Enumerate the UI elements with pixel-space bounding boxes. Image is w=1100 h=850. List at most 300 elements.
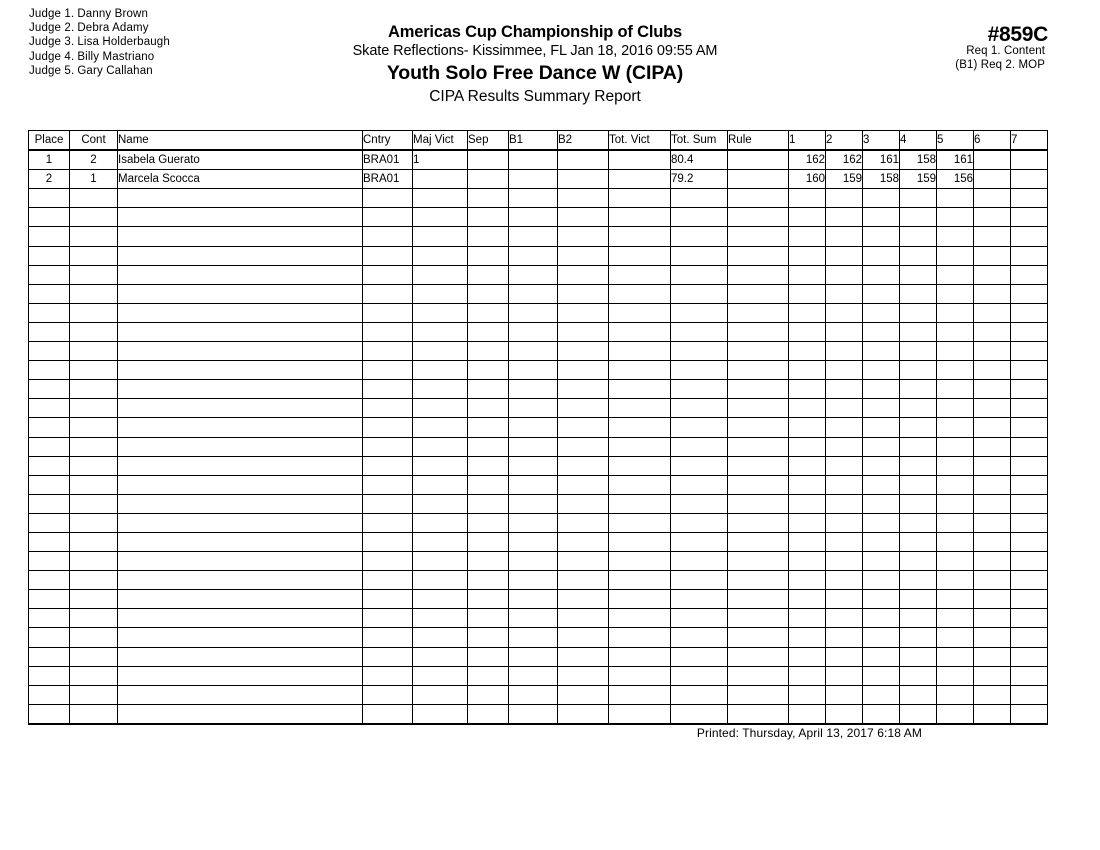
cell-j1 bbox=[789, 265, 826, 284]
table-row[interactable] bbox=[29, 170, 1048, 189]
table-row-empty[interactable] bbox=[29, 513, 1048, 532]
cell-rule bbox=[728, 609, 789, 628]
cell-cntry bbox=[363, 590, 413, 609]
cell-j5 bbox=[937, 704, 974, 724]
cell-b1 bbox=[509, 532, 558, 551]
cell-rule bbox=[728, 342, 789, 361]
cell-j2 bbox=[826, 418, 863, 437]
cell-name bbox=[118, 265, 363, 284]
event-title: Americas Cup Championship of Clubs bbox=[388, 23, 682, 41]
column-header-j7[interactable]: 7 bbox=[1011, 131, 1048, 151]
cell-tot_sum bbox=[671, 590, 728, 609]
cell-tot_vict bbox=[609, 150, 671, 170]
cell-name bbox=[118, 628, 363, 647]
cell-rule bbox=[728, 437, 789, 456]
cell-j5: 156 bbox=[937, 170, 974, 189]
cell-j6 bbox=[974, 666, 1011, 685]
cell-j4 bbox=[900, 628, 937, 647]
cell-j3 bbox=[863, 513, 900, 532]
cell-place: 2 bbox=[29, 170, 70, 189]
judge-number-label: Judge 2. bbox=[29, 22, 75, 35]
cell-j5 bbox=[937, 475, 974, 494]
cell-cont bbox=[70, 322, 118, 341]
table-row-empty[interactable] bbox=[29, 322, 1048, 341]
column-header-tot_sum[interactable]: Tot. Sum bbox=[671, 131, 728, 151]
cell-j7 bbox=[1011, 590, 1048, 609]
cell-j1 bbox=[789, 513, 826, 532]
cell-b1 bbox=[509, 361, 558, 380]
cell-sep bbox=[468, 170, 509, 189]
cell-sep bbox=[468, 246, 509, 265]
cell-j3 bbox=[863, 246, 900, 265]
cell-j4 bbox=[900, 590, 937, 609]
cell-cont bbox=[70, 513, 118, 532]
cell-name bbox=[118, 590, 363, 609]
cell-tot_sum bbox=[671, 571, 728, 590]
table-row-empty[interactable] bbox=[29, 704, 1048, 724]
table-row-empty[interactable] bbox=[29, 609, 1048, 628]
cell-rule bbox=[728, 150, 789, 170]
cell-rule bbox=[728, 571, 789, 590]
cell-place bbox=[29, 704, 70, 724]
column-header-j5[interactable]: 5 bbox=[937, 131, 974, 151]
cell-tot_sum bbox=[671, 628, 728, 647]
cell-j7 bbox=[1011, 380, 1048, 399]
table-row-empty[interactable] bbox=[29, 475, 1048, 494]
cell-j6 bbox=[974, 303, 1011, 322]
cell-j1 bbox=[789, 552, 826, 571]
cell-tot_sum: 79.2 bbox=[671, 170, 728, 189]
table-row[interactable] bbox=[29, 150, 1048, 170]
cell-j5 bbox=[937, 418, 974, 437]
cell-cntry bbox=[363, 494, 413, 513]
cell-maj_vict bbox=[413, 342, 468, 361]
cell-cont bbox=[70, 628, 118, 647]
cell-place bbox=[29, 208, 70, 227]
cell-b2 bbox=[558, 552, 609, 571]
cell-j7 bbox=[1011, 666, 1048, 685]
cell-j6 bbox=[974, 170, 1011, 189]
table-row-empty[interactable] bbox=[29, 418, 1048, 437]
cell-maj_vict bbox=[413, 246, 468, 265]
cell-j2 bbox=[826, 685, 863, 704]
cell-j4 bbox=[900, 475, 937, 494]
column-header-b2[interactable]: B2 bbox=[558, 131, 609, 151]
cell-name: Marcela Scocca bbox=[118, 170, 363, 189]
cell-cntry bbox=[363, 361, 413, 380]
cell-b2 bbox=[558, 361, 609, 380]
cell-b2 bbox=[558, 303, 609, 322]
cell-place bbox=[29, 456, 70, 475]
cell-b1 bbox=[509, 437, 558, 456]
cell-j2 bbox=[826, 342, 863, 361]
cell-maj_vict bbox=[413, 208, 468, 227]
cell-place bbox=[29, 246, 70, 265]
cell-j6 bbox=[974, 418, 1011, 437]
category-title: Youth Solo Free Dance W (CIPA) bbox=[386, 62, 684, 84]
cell-j2 bbox=[826, 494, 863, 513]
cell-tot_sum bbox=[671, 246, 728, 265]
cell-j7 bbox=[1011, 437, 1048, 456]
cell-j6 bbox=[974, 361, 1011, 380]
cell-cntry: BRA01 bbox=[363, 150, 413, 170]
cell-tot_vict bbox=[609, 246, 671, 265]
cell-sep bbox=[468, 704, 509, 724]
cell-place bbox=[29, 380, 70, 399]
judge-number-label: Judge 4. bbox=[29, 50, 75, 63]
cell-j1: 160 bbox=[789, 170, 826, 189]
cell-j3 bbox=[863, 666, 900, 685]
cell-tot_sum bbox=[671, 380, 728, 399]
column-header-b1[interactable]: B1 bbox=[509, 131, 558, 151]
cell-b1 bbox=[509, 303, 558, 322]
cell-j4 bbox=[900, 609, 937, 628]
table-row-empty[interactable] bbox=[29, 666, 1048, 685]
table-row-empty[interactable] bbox=[29, 246, 1048, 265]
cell-j2 bbox=[826, 628, 863, 647]
cell-b2 bbox=[558, 475, 609, 494]
cell-j7 bbox=[1011, 322, 1048, 341]
cell-rule bbox=[728, 322, 789, 341]
cell-cntry bbox=[363, 418, 413, 437]
cell-cont bbox=[70, 437, 118, 456]
cell-b2 bbox=[558, 284, 609, 303]
cell-b2 bbox=[558, 150, 609, 170]
cell-name bbox=[118, 494, 363, 513]
cell-j6 bbox=[974, 647, 1011, 666]
table-row-empty[interactable] bbox=[29, 456, 1048, 475]
table-row-empty[interactable] bbox=[29, 284, 1048, 303]
cell-rule bbox=[728, 647, 789, 666]
cell-cntry bbox=[363, 189, 413, 208]
column-header-cntry[interactable]: Cntry bbox=[363, 131, 413, 151]
cell-tot_vict bbox=[609, 418, 671, 437]
cell-b2 bbox=[558, 322, 609, 341]
table-row-empty[interactable] bbox=[29, 532, 1048, 551]
cell-place bbox=[29, 685, 70, 704]
cell-b1 bbox=[509, 704, 558, 724]
cell-place bbox=[29, 284, 70, 303]
cell-place bbox=[29, 437, 70, 456]
cell-j3 bbox=[863, 475, 900, 494]
cell-cntry bbox=[363, 552, 413, 571]
cell-tot_sum bbox=[671, 437, 728, 456]
cell-rule bbox=[728, 246, 789, 265]
cell-j1 bbox=[789, 571, 826, 590]
cell-sep bbox=[468, 437, 509, 456]
cell-name bbox=[118, 418, 363, 437]
report-subtitle: CIPA Results Summary Report bbox=[429, 88, 641, 105]
cell-j7 bbox=[1011, 532, 1048, 551]
cell-j5 bbox=[937, 361, 974, 380]
cell-sep bbox=[468, 552, 509, 571]
cell-sep bbox=[468, 265, 509, 284]
cell-b1 bbox=[509, 590, 558, 609]
cell-tot_sum bbox=[671, 513, 728, 532]
cell-j7 bbox=[1011, 609, 1048, 628]
column-header-rule[interactable]: Rule bbox=[728, 131, 789, 151]
cell-tot_sum bbox=[671, 265, 728, 284]
cell-tot_sum: 80.4 bbox=[671, 150, 728, 170]
table-row-empty[interactable] bbox=[29, 189, 1048, 208]
table-row-empty[interactable] bbox=[29, 628, 1048, 647]
cell-tot_vict bbox=[609, 227, 671, 246]
cell-place bbox=[29, 265, 70, 284]
cell-j1 bbox=[789, 361, 826, 380]
judge-line bbox=[29, 21, 289, 35]
cell-cntry bbox=[363, 704, 413, 724]
cell-j1 bbox=[789, 590, 826, 609]
cell-b2 bbox=[558, 647, 609, 666]
judge-line bbox=[29, 7, 289, 21]
cell-tot_sum bbox=[671, 609, 728, 628]
column-header-j2[interactable]: 2 bbox=[826, 131, 863, 151]
cell-maj_vict bbox=[413, 685, 468, 704]
cell-cntry bbox=[363, 208, 413, 227]
table-row-empty[interactable] bbox=[29, 227, 1048, 246]
cell-j2: 159 bbox=[826, 170, 863, 189]
cell-sep bbox=[468, 208, 509, 227]
cell-j3 bbox=[863, 532, 900, 551]
cell-place bbox=[29, 418, 70, 437]
cell-rule bbox=[728, 284, 789, 303]
table-row-empty[interactable] bbox=[29, 647, 1048, 666]
cell-maj_vict bbox=[413, 590, 468, 609]
cell-place bbox=[29, 227, 70, 246]
cell-b1 bbox=[509, 666, 558, 685]
cell-j3 bbox=[863, 590, 900, 609]
cell-j7 bbox=[1011, 475, 1048, 494]
table-row-empty[interactable] bbox=[29, 571, 1048, 590]
cell-cont: 1 bbox=[70, 170, 118, 189]
cell-j5 bbox=[937, 590, 974, 609]
cell-j5 bbox=[937, 208, 974, 227]
cell-place bbox=[29, 590, 70, 609]
column-header-cont[interactable]: Cont bbox=[70, 131, 118, 151]
cell-j2 bbox=[826, 208, 863, 227]
table-row-empty[interactable] bbox=[29, 380, 1048, 399]
cell-maj_vict bbox=[413, 552, 468, 571]
cell-rule bbox=[728, 494, 789, 513]
table-row-empty[interactable] bbox=[29, 590, 1048, 609]
judge-name: Lisa Holderbaugh bbox=[77, 36, 170, 49]
cell-name bbox=[118, 246, 363, 265]
cell-b2 bbox=[558, 399, 609, 418]
cell-j5 bbox=[937, 284, 974, 303]
cell-maj_vict bbox=[413, 494, 468, 513]
printed-timestamp: Printed: Thursday, April 13, 2017 6:18 AM bbox=[696, 726, 922, 740]
cell-j5 bbox=[937, 227, 974, 246]
cell-j1 bbox=[789, 418, 826, 437]
cell-name bbox=[118, 361, 363, 380]
cell-j5 bbox=[937, 647, 974, 666]
column-header-j3[interactable]: 3 bbox=[863, 131, 900, 151]
cell-sep bbox=[468, 380, 509, 399]
cell-rule bbox=[728, 685, 789, 704]
judge-name: Billy Mastriano bbox=[77, 50, 155, 63]
cell-b1 bbox=[509, 150, 558, 170]
cell-j4 bbox=[900, 685, 937, 704]
cell-sep bbox=[468, 150, 509, 170]
cell-j7 bbox=[1011, 456, 1048, 475]
table-row-empty[interactable] bbox=[29, 685, 1048, 704]
cell-name bbox=[118, 208, 363, 227]
venue-datetime-line: Skate Reflections- Kissimmee, FL Jan 18, 2016 09:55 AM bbox=[352, 43, 718, 59]
cell-j4: 159 bbox=[900, 170, 937, 189]
cell-j7 bbox=[1011, 150, 1048, 170]
judge-name: Danny Brown bbox=[77, 8, 149, 20]
cell-j3: 161 bbox=[863, 150, 900, 170]
cell-j3 bbox=[863, 342, 900, 361]
cell-j4 bbox=[900, 532, 937, 551]
judge-number-label: Judge 1. bbox=[29, 8, 75, 20]
cell-tot_vict bbox=[609, 342, 671, 361]
cell-sep bbox=[468, 303, 509, 322]
cell-maj_vict bbox=[413, 609, 468, 628]
cell-tot_sum bbox=[671, 666, 728, 685]
cell-b2 bbox=[558, 342, 609, 361]
table-row-empty[interactable] bbox=[29, 399, 1048, 418]
table-row-empty[interactable] bbox=[29, 342, 1048, 361]
cell-tot_sum bbox=[671, 399, 728, 418]
cell-tot_vict bbox=[609, 265, 671, 284]
cell-tot_vict bbox=[609, 590, 671, 609]
cell-j2 bbox=[826, 475, 863, 494]
column-header-j6[interactable]: 6 bbox=[974, 131, 1011, 151]
cell-place bbox=[29, 647, 70, 666]
cell-tot_vict bbox=[609, 475, 671, 494]
table-row-empty[interactable] bbox=[29, 552, 1048, 571]
cell-j3 bbox=[863, 704, 900, 724]
cell-tot_vict bbox=[609, 494, 671, 513]
cell-name bbox=[118, 571, 363, 590]
table-row-empty[interactable] bbox=[29, 208, 1048, 227]
column-header-place[interactable]: Place bbox=[29, 131, 70, 151]
cell-j5 bbox=[937, 609, 974, 628]
cell-sep bbox=[468, 456, 509, 475]
cell-tot_sum bbox=[671, 227, 728, 246]
cell-j2 bbox=[826, 227, 863, 246]
column-header-j1[interactable]: 1 bbox=[789, 131, 826, 151]
table-row-empty[interactable] bbox=[29, 303, 1048, 322]
cell-j1 bbox=[789, 284, 826, 303]
cell-rule bbox=[728, 666, 789, 685]
cell-cntry bbox=[363, 647, 413, 666]
cell-sep bbox=[468, 284, 509, 303]
column-header-maj_vict[interactable]: Maj Vict bbox=[413, 131, 468, 151]
requirements-list bbox=[825, 44, 1045, 72]
cell-j2 bbox=[826, 647, 863, 666]
cell-rule bbox=[728, 418, 789, 437]
cell-cntry bbox=[363, 666, 413, 685]
cell-place bbox=[29, 399, 70, 418]
judge-line bbox=[29, 35, 289, 49]
cell-name: Isabela Guerato bbox=[118, 150, 363, 170]
cell-j3 bbox=[863, 685, 900, 704]
cell-tot_sum bbox=[671, 418, 728, 437]
cell-b1 bbox=[509, 246, 558, 265]
cell-cont: 2 bbox=[70, 150, 118, 170]
cell-j2 bbox=[826, 456, 863, 475]
cell-j4 bbox=[900, 456, 937, 475]
cell-name bbox=[118, 227, 363, 246]
cell-tot_vict bbox=[609, 361, 671, 380]
cell-j5 bbox=[937, 380, 974, 399]
cell-sep bbox=[468, 513, 509, 532]
cell-cntry bbox=[363, 227, 413, 246]
cell-j6 bbox=[974, 609, 1011, 628]
cell-b1 bbox=[509, 418, 558, 437]
column-header-tot_vict[interactable]: Tot. Vict bbox=[609, 131, 671, 151]
cell-name bbox=[118, 475, 363, 494]
cell-tot_sum bbox=[671, 685, 728, 704]
cell-sep bbox=[468, 494, 509, 513]
cell-j6 bbox=[974, 628, 1011, 647]
cell-maj_vict bbox=[413, 227, 468, 246]
cell-name bbox=[118, 189, 363, 208]
cell-tot_sum bbox=[671, 322, 728, 341]
cell-j3 bbox=[863, 380, 900, 399]
cell-j4 bbox=[900, 303, 937, 322]
cell-j7 bbox=[1011, 246, 1048, 265]
cell-j2 bbox=[826, 609, 863, 628]
cell-name bbox=[118, 380, 363, 399]
cell-cntry bbox=[363, 513, 413, 532]
cell-j4 bbox=[900, 246, 937, 265]
cell-tot_vict bbox=[609, 647, 671, 666]
cell-j1 bbox=[789, 628, 826, 647]
cell-name bbox=[118, 303, 363, 322]
cell-rule bbox=[728, 265, 789, 284]
cell-j6 bbox=[974, 704, 1011, 724]
cell-b1 bbox=[509, 399, 558, 418]
cell-b1 bbox=[509, 628, 558, 647]
cell-j2 bbox=[826, 303, 863, 322]
cell-b2 bbox=[558, 532, 609, 551]
cell-b1 bbox=[509, 322, 558, 341]
column-header-name[interactable]: Name bbox=[118, 131, 363, 151]
cell-name bbox=[118, 685, 363, 704]
cell-cntry bbox=[363, 380, 413, 399]
cell-tot_vict bbox=[609, 456, 671, 475]
cell-j3 bbox=[863, 399, 900, 418]
table-row-empty[interactable] bbox=[29, 494, 1048, 513]
cell-tot_sum bbox=[671, 189, 728, 208]
cell-b1 bbox=[509, 609, 558, 628]
cell-j4 bbox=[900, 418, 937, 437]
cell-b2 bbox=[558, 590, 609, 609]
table-row-empty[interactable] bbox=[29, 361, 1048, 380]
cell-b1 bbox=[509, 342, 558, 361]
cell-sep bbox=[468, 227, 509, 246]
cell-rule bbox=[728, 552, 789, 571]
cell-j1 bbox=[789, 399, 826, 418]
cell-cntry bbox=[363, 437, 413, 456]
table-row-empty[interactable] bbox=[29, 265, 1048, 284]
column-header-sep[interactable]: Sep bbox=[468, 131, 509, 151]
table-row-empty[interactable] bbox=[29, 437, 1048, 456]
cell-rule bbox=[728, 513, 789, 532]
cell-j7 bbox=[1011, 265, 1048, 284]
cell-j2 bbox=[826, 704, 863, 724]
column-header-j4[interactable]: 4 bbox=[900, 131, 937, 151]
cell-j7 bbox=[1011, 284, 1048, 303]
cell-tot_vict bbox=[609, 666, 671, 685]
cell-sep bbox=[468, 685, 509, 704]
cell-j4 bbox=[900, 513, 937, 532]
cell-j5 bbox=[937, 399, 974, 418]
cell-j5 bbox=[937, 628, 974, 647]
